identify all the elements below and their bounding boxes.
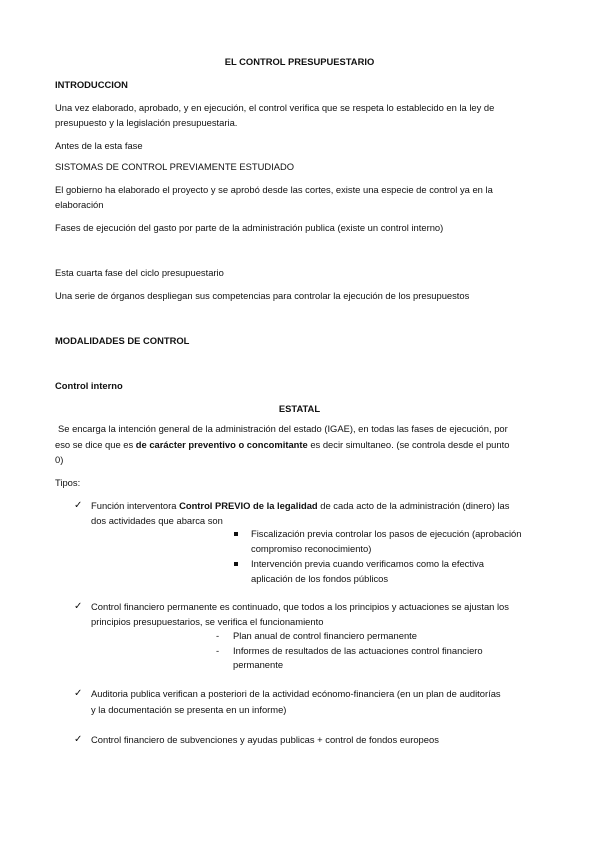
item-1-text-a: Función interventora <box>91 500 180 511</box>
estatal-paragraph-line-1: Se encarga la intención general de la administración del estado (IGAE), en todas las fases de ejecución, por <box>58 423 508 434</box>
item-1-sub-2-line-1: Intervención previa cuando verificamos como la efectiva <box>251 558 484 569</box>
intro-paragraph-4-line-2: elaboración <box>55 199 104 210</box>
check-icon: ✓ <box>74 734 83 745</box>
estatal-paragraph-line-2 <box>55 437 509 453</box>
intro-paragraph-6: Esta cuarta fase del ciclo presupuestario <box>55 267 224 278</box>
estatal-text-bold: de carácter preventivo o concomitante <box>135 439 308 450</box>
item-1-line-2: dos actividades que abarca son <box>91 515 223 526</box>
control-interno-heading: Control interno <box>55 380 123 391</box>
square-bullet-icon <box>234 532 238 536</box>
intro-paragraph-5: Fases de ejecución del gasto por parte de la administración publica (existe un control interno) <box>55 222 444 233</box>
item-3-line-1: Auditoria publica verifican a posteriori de la actividad ecónomo-financiera (en un plan de auditorías <box>91 688 501 699</box>
item-2-sub-2-line-2: permanente <box>233 659 284 670</box>
estatal-text-a: eso se dice que es <box>55 439 136 450</box>
estatal-paragraph-line-3: 0) <box>55 454 64 465</box>
item-1-sub-1-line-2: compromiso reconocimiento) <box>251 543 372 554</box>
intro-paragraph-7: Una serie de órganos despliegan sus competencias para controlar la ejecución de los presupuestos <box>55 290 470 301</box>
item-1-text-bold: Control PREVIO de la legalidad <box>179 500 318 511</box>
item-1-text-c: de cada acto de la administración (dinero) las <box>317 500 510 511</box>
estatal-heading: ESTATAL <box>278 403 321 414</box>
square-bullet-icon <box>234 562 238 566</box>
item-3-line-2: y la documentación se presenta en un informe) <box>91 704 287 715</box>
intro-paragraph-4-line-1: El gobierno ha elaborado el proyecto y se aprobó desde las cortes, existe una especie de control ya en la <box>55 184 493 195</box>
item-2-sub-1: Plan anual de control financiero permanente <box>233 630 417 641</box>
item-2-sub-2-line-1: Informes de resultados de las actuaciones control financiero <box>233 645 483 656</box>
item-2-line-2: principios presupuestarios, se verifica el funcionamiento <box>91 616 324 627</box>
estatal-text-c: es decir simultaneo. (se controla desde el punto <box>307 439 510 450</box>
check-icon: ✓ <box>74 601 83 612</box>
intro-paragraph-1-line-1: Una vez elaborado, aprobado, y en ejecución, el control verifica que se respeta lo establecido en la ley de <box>55 102 495 113</box>
document-title: EL CONTROL PRESUPUESTARIO <box>224 56 375 67</box>
check-icon: ✓ <box>74 688 83 699</box>
item-1-line-1 <box>91 498 509 514</box>
item-1-sub-2-line-2: aplicación de los fondos públicos <box>251 573 389 584</box>
tipos-label: Tipos: <box>55 477 81 488</box>
intro-paragraph-3: SISTOMAS DE CONTROL PREVIAMENTE ESTUDIADO <box>55 161 295 172</box>
item-2-line-1: Control financiero permanente es continuado, que todos a los principios y actuaciones se ajustan los <box>91 601 509 612</box>
check-icon: ✓ <box>74 500 83 511</box>
dash-bullet-icon: - <box>216 630 220 641</box>
intro-paragraph-2: Antes de la esta fase <box>55 140 143 151</box>
item-1-sub-1-line-1: Fiscalización previa controlar los pasos de ejecución (aprobación <box>251 528 522 539</box>
dash-bullet-icon: - <box>216 645 220 656</box>
intro-heading: INTRODUCCION <box>55 79 128 90</box>
modalidades-heading: MODALIDADES DE CONTROL <box>55 335 190 346</box>
item-4: Control financiero de subvenciones y ayudas publicas + control de fondos europeos <box>91 734 439 745</box>
intro-paragraph-1-line-2: presupuesto y la legislación presupuestaria. <box>55 117 238 128</box>
